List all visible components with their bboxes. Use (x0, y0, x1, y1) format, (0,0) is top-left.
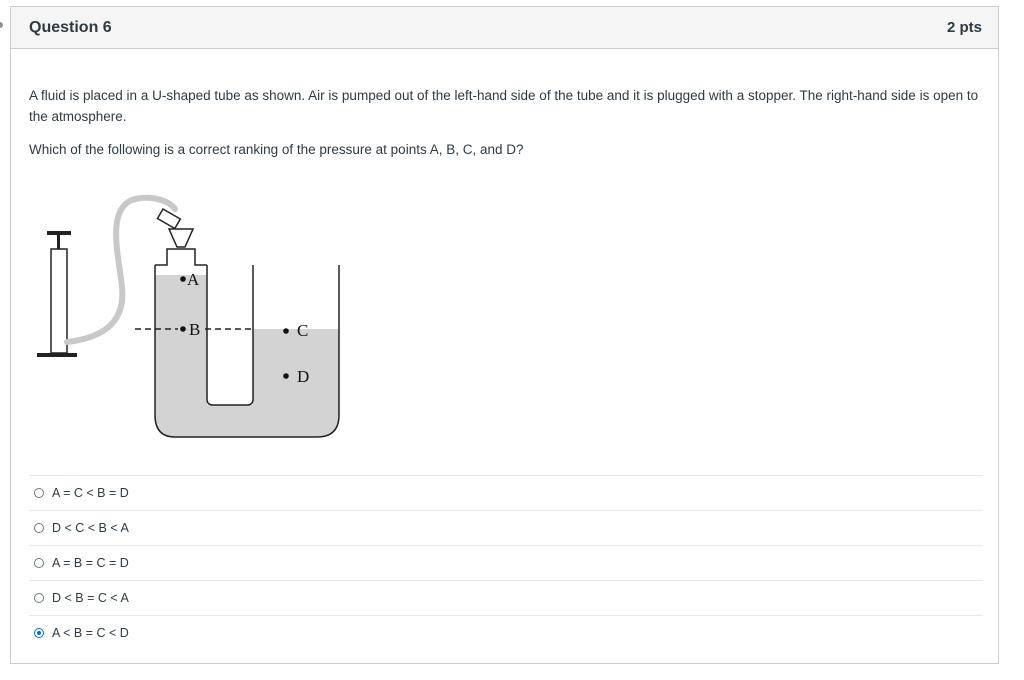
radio-button[interactable] (34, 488, 44, 498)
answer-option-selected[interactable] (29, 615, 983, 650)
question-title: Question 6 (29, 18, 112, 36)
answer-label: A = C < B = D (52, 486, 129, 500)
answer-label: D < C < B < A (52, 521, 129, 535)
question-text: A fluid is placed in a U-shaped tube as shown. Air is pumped out of the left-hand side of the tube and it is plugged with a stopper. The right-hand side is open to the atmosphere. (29, 88, 979, 124)
question-prompt: Which of the following is a correct ranking of the pressure at points A, B, C, and D? (29, 142, 524, 157)
edge-marker (0, 22, 3, 28)
answer-option[interactable] (29, 475, 983, 510)
answer-label: A < B = C < D (52, 626, 129, 640)
answer-label: D < B = C < A (52, 591, 129, 605)
u-tube-diagram (35, 187, 355, 447)
point-c-label: C (297, 321, 309, 340)
radio-button[interactable] (34, 628, 44, 638)
question-card (10, 6, 999, 664)
answer-option[interactable] (29, 580, 983, 615)
pump-icon (37, 231, 77, 357)
stopper (169, 229, 193, 247)
question-header (11, 7, 998, 49)
question-points: 2 pts (946, 19, 982, 36)
answer-label: A = B = C = D (52, 556, 129, 570)
point-d-label: D (297, 367, 310, 386)
answer-list (29, 475, 983, 650)
answer-option[interactable] (29, 510, 983, 545)
radio-button[interactable] (34, 523, 44, 533)
question-body (11, 49, 998, 160)
hose-cap (158, 209, 181, 229)
radio-button[interactable] (34, 558, 44, 568)
fluid-region (155, 275, 339, 437)
point-b-label: B (189, 320, 201, 339)
point-a-label: A (187, 270, 200, 289)
answer-option[interactable] (29, 545, 983, 580)
radio-button[interactable] (34, 593, 44, 603)
